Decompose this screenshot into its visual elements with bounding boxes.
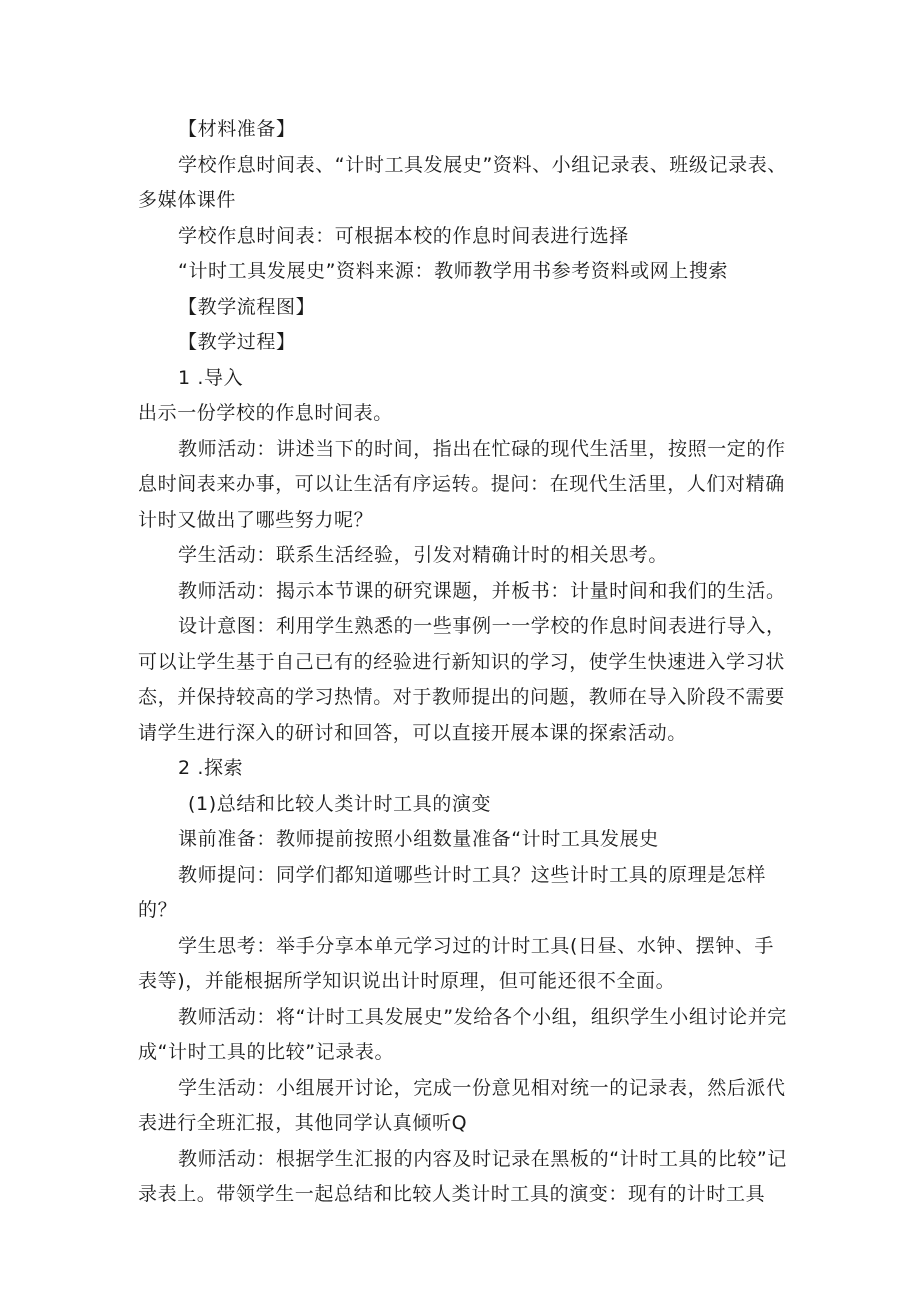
flowchart-heading: 【教学流程图】 xyxy=(178,295,316,318)
materials-list: 学校作息时间表、“计时工具发展史”资料、小组记录表、班级记录表、多媒体课件 xyxy=(138,153,787,211)
step2-sub1: (1)总结和比较人类计时工具的演变 xyxy=(188,792,492,815)
materials-heading: 【材料准备】 xyxy=(178,118,296,140)
step1-teacher: 教师活动：讲述当下的时间，指出在忙碌的现代生活里，按照一定的作息时间表来办事，可以让生活有序运转。提问：在现代生活里，人们对精确计时又做出了哪些努力呢？ xyxy=(138,437,786,531)
source-note: “计时工具发展史”资料来源：教师教学用书参考资料或网上搜索 xyxy=(178,260,729,282)
step2-title: 2 .探索 xyxy=(178,757,244,779)
step2-teacher2: 教师活动：根据学生汇报的内容及时记录在黑板的“计时工具的比较”记录表上。带领学生一起总结和比较人类计时工具的演变：现有的计时工具 xyxy=(138,1147,787,1205)
step2-question: 教师提问：同学们都知道哪些计时工具？这些计时工具的原理是怎样的？ xyxy=(138,863,767,921)
step1-student: 学生活动：联系生活经验，引发对精确计时的相关思考。 xyxy=(178,544,669,566)
process-heading: 【教学过程】 xyxy=(178,331,296,353)
step1-show: 出示一份学校的作息时间表。 xyxy=(138,402,393,424)
step2-prep: 课前准备：教师提前按照小组数量准备“计时工具发展史 xyxy=(178,828,659,850)
step2-think: 学生思考：举手分享本单元学习过的计时工具(日昼、水钟、摆钟、手表等)，并能根据所学知识说出计时原理，但可能还很不全面。 xyxy=(138,934,775,992)
step1-design: 设计意图：利用学生熟悉的一些事例一一学校的作息时间表进行导入，可以让学生基于自己已有的经验进行新知识的学习，使学生快速进入学习状态，并保持较高的学习热情。对于教师提出的问题，教师在导入阶段不需要请学生进行深入的研讨和回答，可以直接开展本课的探索活动。 xyxy=(138,615,786,744)
step2-teacher: 教师活动：将“计时工具发展史”发给各个小组，组织学生小组讨论并完成“计时工具的比较”记录表。 xyxy=(138,1005,787,1063)
document-body xyxy=(138,112,793,1213)
step1-teacher2: 教师活动：揭示本节课的研究课题，并板书：计量时间和我们的生活。 xyxy=(178,579,786,602)
schedule-note: 学校作息时间表：可根据本校的作息时间表进行选择 xyxy=(178,224,629,247)
step2-student: 学生活动：小组展开讨论，完成一份意见相对统一的记录表，然后派代表进行全班汇报，其他同学认真倾听Q xyxy=(138,1076,786,1134)
step1-title: 1 .导入 xyxy=(178,366,244,389)
